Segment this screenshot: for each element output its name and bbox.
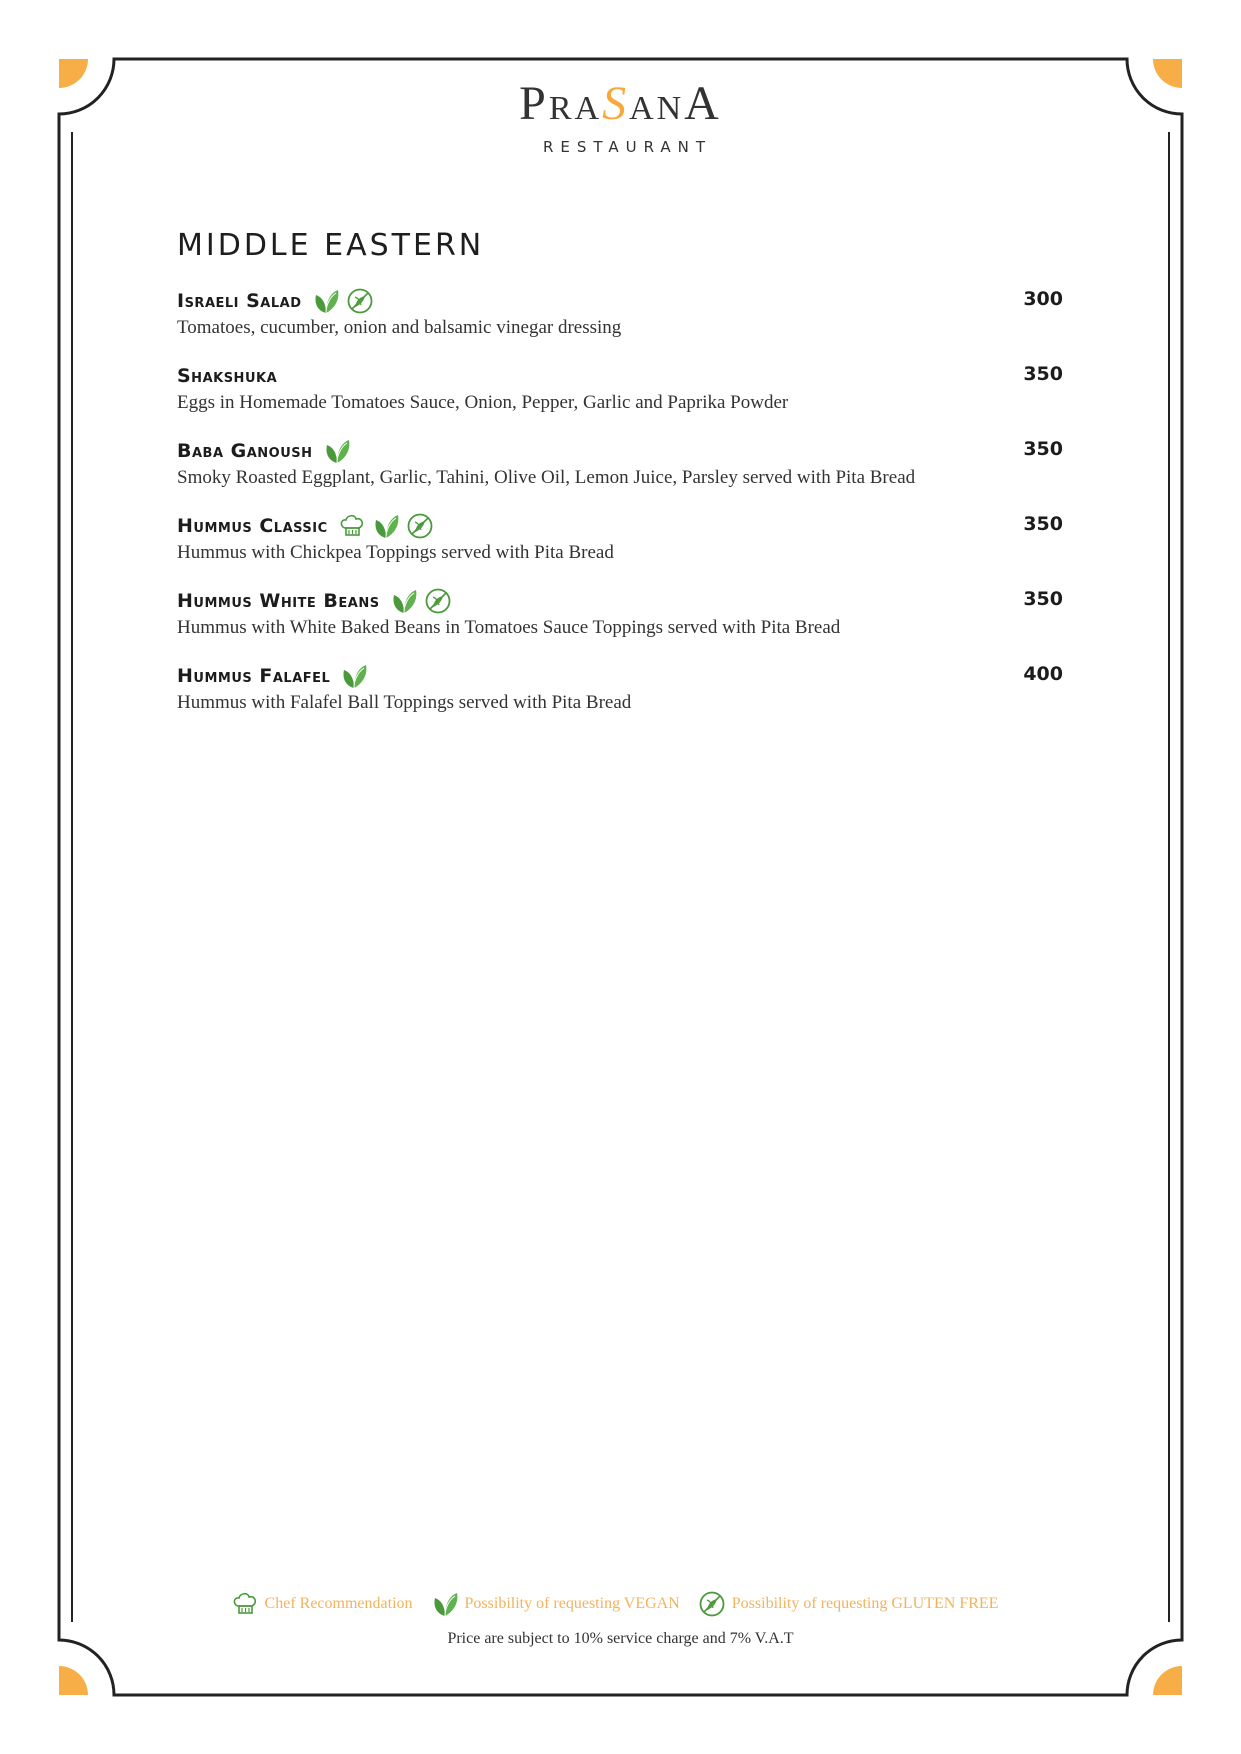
item-price: 300	[1023, 288, 1063, 310]
vegan-leaf-icon	[323, 437, 351, 465]
brand-name-part1: Pra	[519, 77, 603, 130]
item-description: Smoky Roasted Eggplant, Garlic, Tahini, Olive Oil, Lemon Juice, Parsley served with Pita Bread	[177, 467, 916, 488]
item-name: Israeli Salad	[177, 290, 302, 312]
item-name: Hummus Falafel	[177, 665, 331, 687]
menu-item	[177, 361, 1063, 436]
vegan-leaf-icon	[390, 587, 418, 615]
vegan-leaf-icon	[312, 287, 340, 315]
item-icons	[323, 437, 351, 465]
gluten-free-icon	[346, 287, 374, 315]
vegan-leaf-icon	[372, 512, 400, 540]
item-name: Hummus Classic	[177, 515, 328, 537]
chef-hat-icon	[338, 512, 366, 540]
price-footnote: Price are subject to 10% service charge and 7% V.A.T	[447, 1630, 794, 1647]
item-description: Hummus with Falafel Ball Toppings served with Pita Bread	[177, 692, 632, 713]
gluten-free-icon	[424, 587, 452, 615]
item-icons	[340, 662, 368, 690]
legend-gluten-free-label: Possibility of requesting GLUTEN FREE	[731, 1595, 999, 1612]
item-name: Baba Ganoush	[177, 440, 313, 462]
vegan-leaf-icon	[431, 1590, 459, 1618]
brand-name-accent: S	[602, 77, 630, 130]
legend-vegan-label: Possibility of requesting VEGAN	[464, 1595, 680, 1612]
item-price: 350	[1023, 588, 1063, 610]
item-price: 350	[1023, 438, 1063, 460]
item-price: 350	[1023, 363, 1063, 385]
menu-item	[177, 436, 1063, 511]
menu-item	[177, 511, 1063, 586]
item-icons	[338, 512, 434, 540]
section-title: MIDDLE EASTERN	[177, 228, 485, 263]
brand-subtitle: RESTAURANT	[542, 138, 713, 156]
chef-hat-icon	[231, 1590, 259, 1618]
brand-logo	[0, 77, 1241, 156]
item-description: Hummus with Chickpea Toppings served with Pita Bread	[177, 542, 614, 563]
item-price: 350	[1023, 513, 1063, 535]
menu-list	[177, 286, 1063, 736]
item-icons	[312, 287, 374, 315]
gluten-free-icon	[698, 1590, 726, 1618]
item-description: Eggs in Homemade Tomatoes Sauce, Onion, Pepper, Garlic and Paprika Powder	[177, 392, 789, 413]
legend-chef-label: Chef Recommendation	[264, 1595, 413, 1612]
brand-name	[0, 77, 1241, 130]
legend	[0, 1590, 1241, 1618]
item-icons	[390, 587, 452, 615]
item-name: Hummus White Beans	[177, 590, 380, 612]
menu-item	[177, 586, 1063, 661]
menu-item	[177, 286, 1063, 361]
menu-item	[177, 661, 1063, 736]
vegan-leaf-icon	[340, 662, 368, 690]
item-description: Tomatoes, cucumber, onion and balsamic vinegar dressing	[177, 317, 622, 338]
brand-name-part2: anA	[629, 77, 722, 130]
gluten-free-icon	[406, 512, 434, 540]
item-description: Hummus with White Baked Beans in Tomatoes Sauce Toppings served with Pita Bread	[177, 617, 841, 638]
item-name: Shakshuka	[177, 365, 278, 387]
item-price: 400	[1023, 663, 1063, 685]
